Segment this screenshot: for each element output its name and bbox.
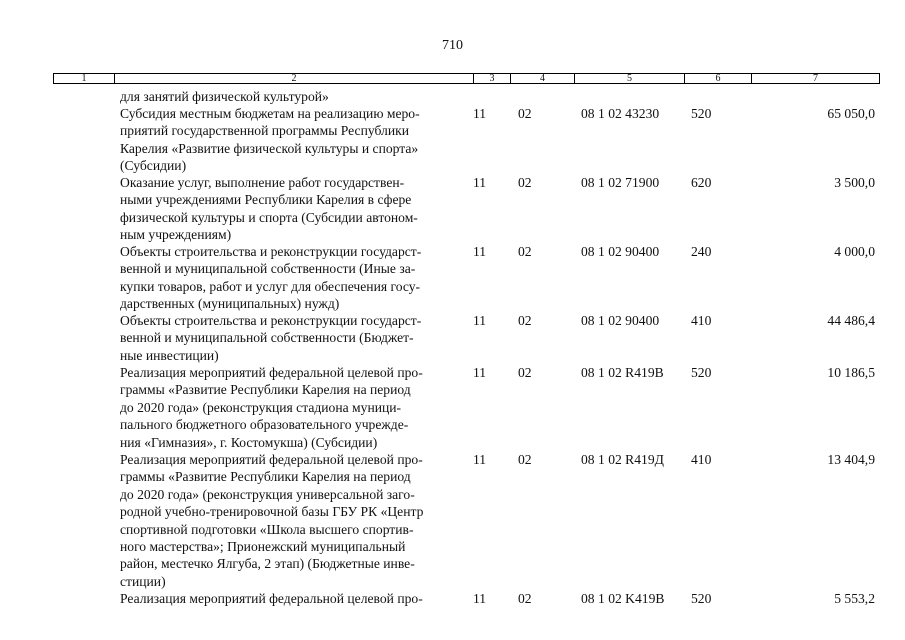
column-header-7: 7	[813, 73, 818, 84]
row-subsection: 02	[518, 313, 532, 328]
row-section: 11	[473, 452, 487, 467]
row-description: Объекты строительства и реконструкции государст- венной и муниципальной собственности (Иные за- купки товаров, работ и услуг для обеспечения госу- дарственных (муниципальных) нужд)	[120, 244, 422, 312]
row-description: Субсидия местным бюджетам на реализацию меро- приятий государственной программы Республики Карелия «Развитие физической культуры и спорта» (Субсидии)	[120, 106, 420, 174]
column-header-2: 2	[115, 74, 474, 83]
row-target-code: 08 1 02 71900	[581, 175, 660, 190]
row-section: 11	[473, 365, 487, 380]
row-target-code: 08 1 02 90400	[581, 244, 660, 259]
page-number: 710	[442, 38, 463, 53]
row-subsection: 02	[518, 365, 532, 380]
row-description: Объекты строительства и реконструкции государст- венной и муниципальной собственности (Бюджет- ные инвестиции)	[120, 313, 422, 363]
column-header-5: 5	[575, 74, 685, 83]
row-subsection: 02	[518, 175, 532, 190]
row-amount: 5 553,2	[834, 591, 875, 606]
row-section: 11	[473, 244, 487, 259]
row-expense-type: 410	[691, 313, 712, 328]
row-subsection: 02	[518, 452, 532, 467]
row-expense-type: 240	[691, 244, 712, 259]
row-amount: 10 186,5	[827, 365, 875, 380]
row-section: 11	[473, 591, 487, 606]
row-subsection: 02	[518, 244, 532, 259]
row-target-code: 08 1 02 R419В	[581, 365, 664, 380]
row-target-code: 08 1 02 43230	[581, 106, 660, 121]
row-amount: 44 486,4	[827, 313, 875, 328]
row-expense-type: 520	[691, 591, 712, 606]
column-header-6: 6	[685, 74, 752, 83]
column-header-3: 3	[474, 74, 511, 83]
row-subsection: 02	[518, 106, 532, 121]
row-description: для занятий физической культурой»	[120, 89, 329, 104]
row-subsection: 02	[518, 591, 532, 606]
row-section: 11	[473, 313, 487, 328]
row-target-code: 08 1 02 90400	[581, 313, 660, 328]
table-header	[53, 73, 880, 84]
row-description: Реализация мероприятий федеральной целевой про- граммы «Развитие Республики Карелия на период до 2020 года» (реконструкция стадиона муници- пального бюджетного образовательного учрежде- ния «Гимназия», г. Костомукша) (Субсидии)	[120, 365, 423, 450]
row-amount: 65 050,0	[827, 106, 875, 121]
column-header-4: 4	[511, 74, 575, 83]
row-expense-type: 520	[691, 106, 712, 121]
row-description: Реализация мероприятий федеральной целевой про-	[120, 591, 423, 606]
column-header-1: 1	[54, 74, 115, 83]
row-description: Оказание услуг, выполнение работ государствен- ными учреждениями Республики Карелия в сфере физической культуры и спорта (Субсидии автоном- ным учреждениям)	[120, 175, 418, 243]
row-amount: 13 404,9	[827, 452, 875, 467]
row-expense-type: 520	[691, 365, 712, 380]
row-target-code: 08 1 02 K419В	[581, 591, 665, 606]
row-amount: 3 500,0	[834, 175, 875, 190]
row-description: Реализация мероприятий федеральной целевой про- граммы «Развитие Республики Карелия на период до 2020 года» (реконструкция универсальной заго- родной учебно-тренировочной базы ГБУ РК «Центр спортивной подготовки «Школа высшего спортив- ного мастерства»; Прионежский муниципальный район, местечко Ялгуба, 2 этап) (Бюджетные инве- стиции)	[120, 452, 424, 589]
row-expense-type: 620	[691, 175, 712, 190]
row-expense-type: 410	[691, 452, 712, 467]
row-section: 11	[473, 106, 487, 121]
row-amount: 4 000,0	[834, 244, 875, 259]
row-target-code: 08 1 02 R419Д	[581, 452, 664, 467]
row-section: 11	[473, 175, 487, 190]
